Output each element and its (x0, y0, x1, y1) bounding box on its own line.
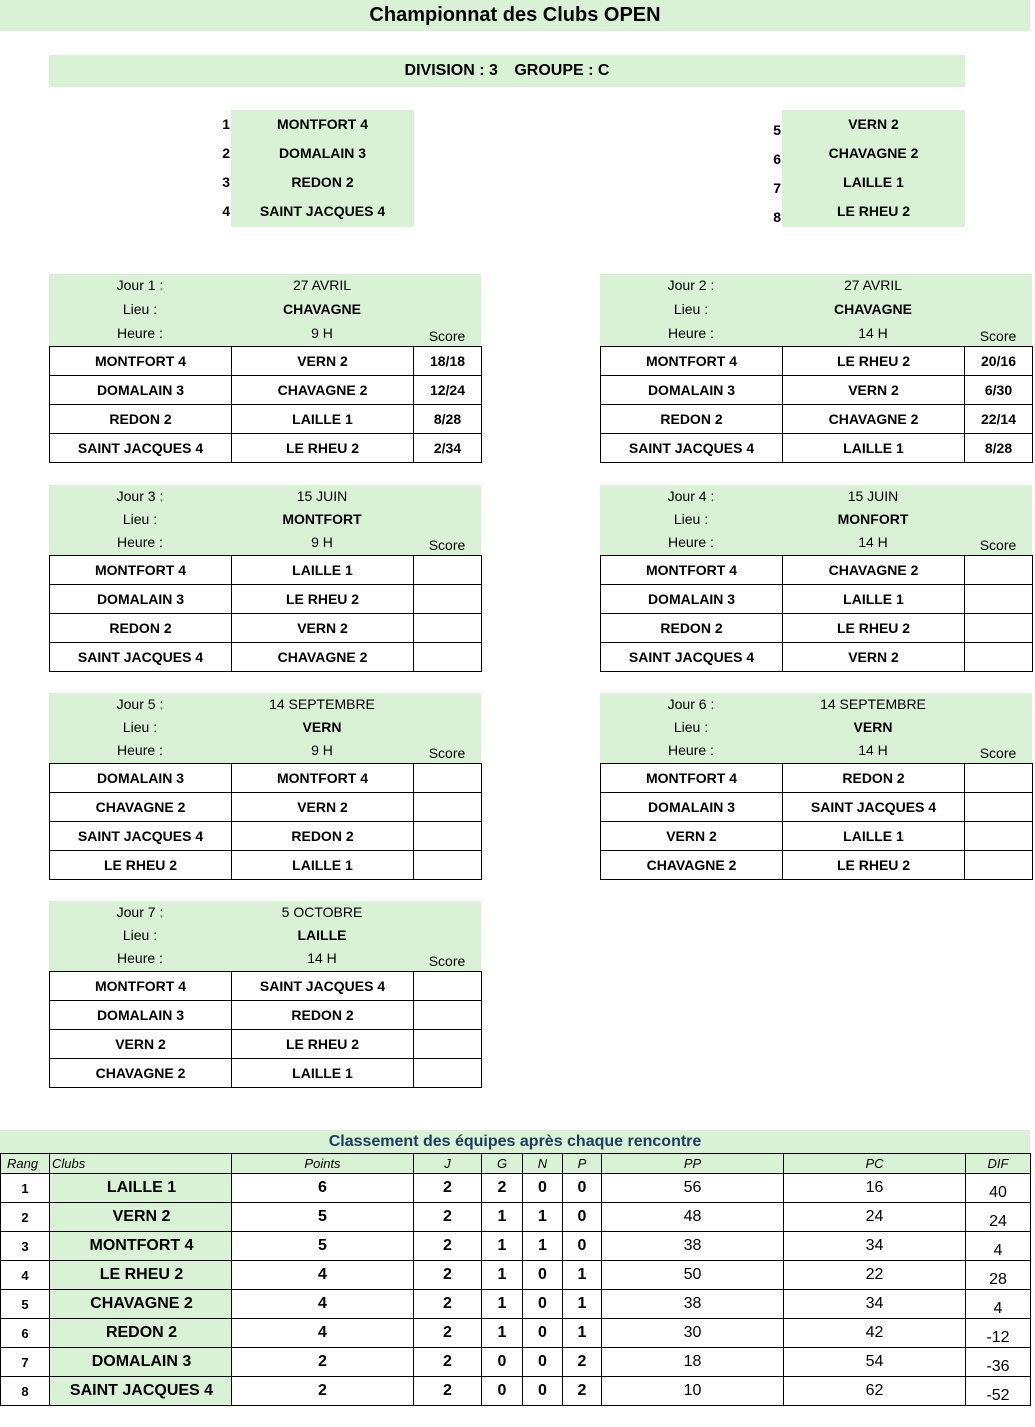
p-cell: 0 (563, 1232, 602, 1261)
home-team: CHAVAGNE 2 (601, 851, 783, 880)
team-number: 7 (773, 180, 781, 196)
away-team: LAILLE 1 (783, 822, 965, 851)
day-label: Jour 3 : (116, 488, 164, 504)
match-score (965, 764, 1033, 793)
club-cell: LAILLE 1 (50, 1174, 232, 1203)
away-team: LE RHEU 2 (232, 585, 414, 614)
team-number: 5 (773, 122, 781, 138)
n-cell: 0 (523, 1319, 563, 1348)
match-row (601, 347, 1033, 376)
n-cell: 1 (523, 1232, 563, 1261)
team-number: 6 (773, 151, 781, 167)
division-banner (49, 55, 965, 87)
away-team: MONTFORT 4 (232, 764, 414, 793)
lieu-label: Lieu : (673, 511, 709, 527)
match-row (601, 643, 1033, 672)
home-team: DOMALAIN 3 (50, 1001, 232, 1030)
day-date: 27 AVRIL (843, 277, 903, 293)
ranking-row (1, 1348, 1031, 1377)
away-team: LE RHEU 2 (783, 614, 965, 643)
home-team: SAINT JACQUES 4 (50, 434, 232, 463)
pc-cell: 42 (784, 1319, 966, 1348)
day-heure: 9 H (311, 325, 333, 341)
pp-cell: 38 (602, 1290, 784, 1319)
matches-table (49, 346, 482, 463)
pc-cell: 24 (784, 1203, 966, 1232)
ranking-row (1, 1377, 1031, 1406)
club-cell: MONTFORT 4 (50, 1232, 232, 1261)
match-row (601, 614, 1033, 643)
match-score (414, 614, 482, 643)
match-row (50, 851, 482, 880)
j-cell: 2 (414, 1377, 482, 1406)
dif-cell: 4 (966, 1232, 1031, 1261)
rank-cell: 7 (1, 1348, 50, 1377)
team-number: 1 (222, 116, 230, 132)
lieu-label: Lieu : (673, 301, 709, 317)
away-team: VERN 2 (232, 347, 414, 376)
team-name: SAINT JACQUES 4 (259, 203, 386, 219)
g-cell: 2 (482, 1174, 523, 1203)
match-score (414, 1030, 482, 1059)
pc-cell: 54 (784, 1348, 966, 1377)
ranking-row (1, 1290, 1031, 1319)
col-header-dif: DIF (966, 1154, 1031, 1174)
day-date: 15 JUIN (847, 488, 899, 504)
p-cell: 0 (563, 1174, 602, 1203)
away-team: CHAVAGNE 2 (783, 405, 965, 434)
g-cell: 1 (482, 1203, 523, 1232)
day-label: Jour 1 : (116, 277, 164, 293)
dif-cell: 4 (966, 1290, 1031, 1319)
match-row (50, 347, 482, 376)
match-score (414, 643, 482, 672)
home-team: SAINT JACQUES 4 (601, 643, 783, 672)
away-team: REDON 2 (232, 822, 414, 851)
away-team: LAILLE 1 (783, 585, 965, 614)
g-cell: 1 (482, 1319, 523, 1348)
day-label: Jour 2 : (667, 277, 715, 293)
p-cell: 2 (563, 1348, 602, 1377)
rank-cell: 5 (1, 1290, 50, 1319)
home-team: SAINT JACQUES 4 (601, 434, 783, 463)
match-score: 6/30 (965, 376, 1033, 405)
heure-label: Heure : (117, 325, 163, 341)
club-cell: CHAVAGNE 2 (50, 1290, 232, 1319)
page-title: Championnat des Clubs OPEN (0, 0, 1030, 31)
matches-table (49, 971, 482, 1088)
day-lieu: LAILLE (297, 927, 347, 943)
ranking-header-row (1, 1154, 1031, 1174)
j-cell: 2 (414, 1174, 482, 1203)
home-team: REDON 2 (50, 614, 232, 643)
lieu-label: Lieu : (673, 719, 709, 735)
away-team: SAINT JACQUES 4 (783, 793, 965, 822)
col-header-g: G (482, 1154, 523, 1174)
match-score (965, 643, 1033, 672)
home-team: REDON 2 (601, 614, 783, 643)
day-heure: 9 H (311, 742, 333, 758)
score-label: Score (428, 328, 466, 344)
away-team: SAINT JACQUES 4 (232, 972, 414, 1001)
home-team: DOMALAIN 3 (601, 793, 783, 822)
team-name: MONTFORT 4 (277, 116, 368, 132)
away-team: LE RHEU 2 (232, 1030, 414, 1059)
match-row (601, 764, 1033, 793)
team-name: DOMALAIN 3 (278, 145, 367, 161)
day-date: 15 JUIN (296, 488, 348, 504)
g-cell: 1 (482, 1232, 523, 1261)
match-row (50, 585, 482, 614)
club-cell: LE RHEU 2 (50, 1261, 232, 1290)
score-label: Score (979, 328, 1017, 344)
club-cell: REDON 2 (50, 1319, 232, 1348)
pc-cell: 34 (784, 1232, 966, 1261)
day-heure: 14 H (858, 742, 888, 758)
score-label: Score (979, 745, 1017, 761)
away-team: LE RHEU 2 (783, 851, 965, 880)
pc-cell: 16 (784, 1174, 966, 1203)
match-score: 20/16 (965, 347, 1033, 376)
home-team: CHAVAGNE 2 (50, 1059, 232, 1088)
away-team: REDON 2 (783, 764, 965, 793)
match-score (965, 822, 1033, 851)
col-header-j: J (414, 1154, 482, 1174)
heure-label: Heure : (668, 534, 714, 550)
day-lieu: VERN (853, 719, 893, 735)
col-header-points: Points (232, 1154, 414, 1174)
match-score (414, 851, 482, 880)
home-team: VERN 2 (50, 1030, 232, 1059)
match-score (965, 614, 1033, 643)
j-cell: 2 (414, 1348, 482, 1377)
team-name: REDON 2 (291, 174, 354, 190)
home-team: SAINT JACQUES 4 (50, 822, 232, 851)
score-label: Score (428, 953, 466, 969)
day-label: Jour 6 : (667, 696, 715, 712)
home-team: DOMALAIN 3 (601, 376, 783, 405)
g-cell: 1 (482, 1290, 523, 1319)
home-team: DOMALAIN 3 (50, 764, 232, 793)
col-header-n: N (523, 1154, 563, 1174)
away-team: VERN 2 (783, 643, 965, 672)
match-row (50, 643, 482, 672)
heure-label: Heure : (668, 325, 714, 341)
j-cell: 2 (414, 1290, 482, 1319)
ranking-table (0, 1153, 1031, 1406)
points-cell: 4 (232, 1261, 414, 1290)
home-team: CHAVAGNE 2 (50, 793, 232, 822)
match-row (50, 1030, 482, 1059)
home-team: VERN 2 (601, 822, 783, 851)
match-score (414, 1001, 482, 1030)
heure-label: Heure : (668, 742, 714, 758)
heure-label: Heure : (117, 742, 163, 758)
match-score (414, 556, 482, 585)
j-cell: 2 (414, 1319, 482, 1348)
dif-cell: 28 (966, 1261, 1031, 1290)
away-team: CHAVAGNE 2 (232, 643, 414, 672)
team-number: 3 (222, 174, 230, 190)
pc-cell: 34 (784, 1290, 966, 1319)
groupe-label: GROUPE : C (514, 62, 610, 79)
match-score (965, 585, 1033, 614)
day-date: 5 OCTOBRE (281, 904, 363, 920)
match-score (965, 793, 1033, 822)
day-heure: 9 H (311, 534, 333, 550)
match-score: 22/14 (965, 405, 1033, 434)
club-cell: VERN 2 (50, 1203, 232, 1232)
away-team: LE RHEU 2 (232, 434, 414, 463)
dif-cell: 40 (966, 1174, 1031, 1203)
away-team: LE RHEU 2 (783, 347, 965, 376)
day-heure: 14 H (307, 950, 337, 966)
n-cell: 0 (523, 1174, 563, 1203)
dif-cell: -52 (966, 1377, 1031, 1406)
ranking-row (1, 1174, 1031, 1203)
points-cell: 5 (232, 1232, 414, 1261)
home-team: MONTFORT 4 (50, 972, 232, 1001)
day-label: Jour 4 : (667, 488, 715, 504)
pp-cell: 48 (602, 1203, 784, 1232)
home-team: MONTFORT 4 (50, 347, 232, 376)
day-heure: 14 H (858, 534, 888, 550)
rank-cell: 6 (1, 1319, 50, 1348)
pc-cell: 22 (784, 1261, 966, 1290)
n-cell: 1 (523, 1203, 563, 1232)
points-cell: 6 (232, 1174, 414, 1203)
p-cell: 1 (563, 1261, 602, 1290)
home-team: DOMALAIN 3 (601, 585, 783, 614)
home-team: LE RHEU 2 (50, 851, 232, 880)
team-name: LAILLE 1 (843, 174, 904, 190)
away-team: VERN 2 (783, 376, 965, 405)
ranking-row (1, 1319, 1031, 1348)
match-score (414, 585, 482, 614)
rank-cell: 4 (1, 1261, 50, 1290)
lieu-label: Lieu : (122, 927, 158, 943)
points-cell: 4 (232, 1319, 414, 1348)
dif-cell: -36 (966, 1348, 1031, 1377)
day-lieu: MONFORT (837, 511, 909, 527)
match-score: 8/28 (414, 405, 482, 434)
pp-cell: 56 (602, 1174, 784, 1203)
match-score: 18/18 (414, 347, 482, 376)
col-header-pc: PC (784, 1154, 966, 1174)
heure-label: Heure : (117, 950, 163, 966)
team-name: LE RHEU 2 (836, 203, 911, 219)
j-cell: 2 (414, 1203, 482, 1232)
col-header-rang: Rang (1, 1154, 50, 1174)
away-team: LAILLE 1 (783, 434, 965, 463)
match-row (601, 405, 1033, 434)
team-name: VERN 2 (848, 116, 899, 132)
home-team: MONTFORT 4 (601, 556, 783, 585)
match-row (50, 556, 482, 585)
rank-cell: 3 (1, 1232, 50, 1261)
lieu-label: Lieu : (122, 511, 158, 527)
away-team: CHAVAGNE 2 (232, 376, 414, 405)
day-lieu: VERN (302, 719, 342, 735)
g-cell: 1 (482, 1261, 523, 1290)
day-lieu: CHAVAGNE (833, 301, 913, 317)
match-score: 2/34 (414, 434, 482, 463)
ranking-row (1, 1203, 1031, 1232)
match-score (414, 764, 482, 793)
match-row (50, 822, 482, 851)
n-cell: 0 (523, 1290, 563, 1319)
club-cell: DOMALAIN 3 (50, 1348, 232, 1377)
away-team: VERN 2 (232, 793, 414, 822)
matches-table (600, 763, 1033, 880)
n-cell: 0 (523, 1261, 563, 1290)
score-label: Score (979, 537, 1017, 553)
away-team: VERN 2 (232, 614, 414, 643)
ranking-title: Classement des équipes après chaque rencontre (0, 1130, 1030, 1153)
match-score (414, 793, 482, 822)
pp-cell: 30 (602, 1319, 784, 1348)
points-cell: 5 (232, 1203, 414, 1232)
home-team: REDON 2 (601, 405, 783, 434)
dif-cell: 24 (966, 1203, 1031, 1232)
score-label: Score (428, 537, 466, 553)
pc-cell: 62 (784, 1377, 966, 1406)
rank-cell: 1 (1, 1174, 50, 1203)
lieu-label: Lieu : (122, 301, 158, 317)
match-row (50, 405, 482, 434)
away-team: LAILLE 1 (232, 405, 414, 434)
pp-cell: 10 (602, 1377, 784, 1406)
pp-cell: 38 (602, 1232, 784, 1261)
division-label: DIVISION : 3 (404, 62, 498, 79)
match-row (50, 434, 482, 463)
col-header-clubs: Clubs (50, 1154, 232, 1174)
day-date: 27 AVRIL (292, 277, 352, 293)
p-cell: 0 (563, 1203, 602, 1232)
match-row (50, 793, 482, 822)
match-row (601, 585, 1033, 614)
day-label: Jour 5 : (116, 696, 164, 712)
points-cell: 2 (232, 1377, 414, 1406)
day-lieu: MONTFORT (282, 511, 362, 527)
day-heure: 14 H (858, 325, 888, 341)
match-score: 8/28 (965, 434, 1033, 463)
match-row (601, 376, 1033, 405)
heure-label: Heure : (117, 534, 163, 550)
home-team: MONTFORT 4 (50, 556, 232, 585)
p-cell: 2 (563, 1377, 602, 1406)
matches-table (49, 763, 482, 880)
team-number: 8 (773, 209, 781, 225)
match-score: 12/24 (414, 376, 482, 405)
match-row (601, 793, 1033, 822)
home-team: SAINT JACQUES 4 (50, 643, 232, 672)
match-row (50, 1001, 482, 1030)
match-row (50, 972, 482, 1001)
match-row (601, 822, 1033, 851)
dif-cell: -12 (966, 1319, 1031, 1348)
n-cell: 0 (523, 1377, 563, 1406)
g-cell: 0 (482, 1377, 523, 1406)
away-team: CHAVAGNE 2 (783, 556, 965, 585)
points-cell: 2 (232, 1348, 414, 1377)
day-lieu: CHAVAGNE (282, 301, 362, 317)
rank-cell: 2 (1, 1203, 50, 1232)
match-row (601, 851, 1033, 880)
g-cell: 0 (482, 1348, 523, 1377)
match-score (965, 556, 1033, 585)
score-label: Score (428, 745, 466, 761)
ranking-row (1, 1232, 1031, 1261)
team-number: 4 (222, 203, 230, 219)
matches-table (600, 555, 1033, 672)
match-score (414, 972, 482, 1001)
points-cell: 4 (232, 1290, 414, 1319)
matches-table (600, 346, 1033, 463)
team-name: CHAVAGNE 2 (828, 145, 919, 161)
day-date: 14 SEPTEMBRE (269, 696, 375, 712)
p-cell: 1 (563, 1290, 602, 1319)
pp-cell: 50 (602, 1261, 784, 1290)
home-team: MONTFORT 4 (601, 347, 783, 376)
matches-table (49, 555, 482, 672)
match-row (601, 556, 1033, 585)
team-number: 2 (222, 145, 230, 161)
match-row (601, 434, 1033, 463)
n-cell: 0 (523, 1348, 563, 1377)
match-row (50, 764, 482, 793)
match-row (50, 1059, 482, 1088)
j-cell: 2 (414, 1261, 482, 1290)
home-team: DOMALAIN 3 (50, 376, 232, 405)
rank-cell: 8 (1, 1377, 50, 1406)
home-team: REDON 2 (50, 405, 232, 434)
match-row (50, 614, 482, 643)
home-team: DOMALAIN 3 (50, 585, 232, 614)
match-score (414, 1059, 482, 1088)
col-header-pp: PP (602, 1154, 784, 1174)
home-team: MONTFORT 4 (601, 764, 783, 793)
away-team: LAILLE 1 (232, 1059, 414, 1088)
match-score (414, 822, 482, 851)
away-team: LAILLE 1 (232, 851, 414, 880)
away-team: REDON 2 (232, 1001, 414, 1030)
j-cell: 2 (414, 1232, 482, 1261)
match-row (50, 376, 482, 405)
col-header-p: P (563, 1154, 602, 1174)
day-label: Jour 7 : (116, 904, 164, 920)
lieu-label: Lieu : (122, 719, 158, 735)
p-cell: 1 (563, 1319, 602, 1348)
ranking-row (1, 1261, 1031, 1290)
match-score (965, 851, 1033, 880)
day-date: 14 SEPTEMBRE (820, 696, 926, 712)
away-team: LAILLE 1 (232, 556, 414, 585)
pp-cell: 18 (602, 1348, 784, 1377)
club-cell: SAINT JACQUES 4 (50, 1377, 232, 1406)
